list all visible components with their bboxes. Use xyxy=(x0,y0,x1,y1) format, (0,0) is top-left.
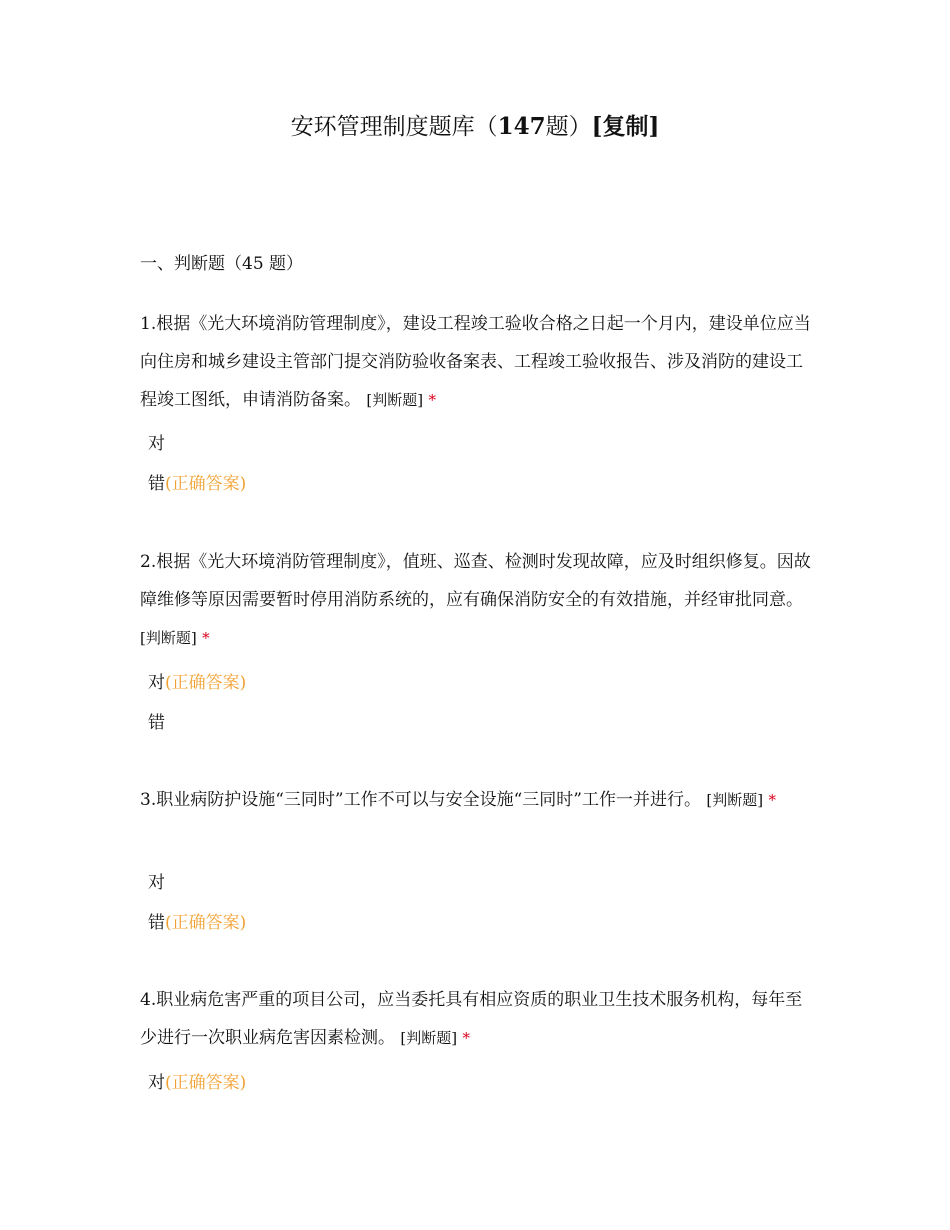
question-type-tag: [判断题] xyxy=(366,391,424,409)
required-mark: * xyxy=(202,629,210,647)
question-2 xyxy=(140,543,815,657)
question-text: 2.根据《光大环境消防管理制度》，值班、巡查、检测时发现故障，应及时组织修复。因故障维修等原因需要暂时停用消防系统的，应有确保消防安全的有效措施，并经审批同意。 xyxy=(140,552,811,610)
required-mark: * xyxy=(462,1029,471,1047)
question-1 xyxy=(140,305,815,419)
title-count: 147 xyxy=(497,113,546,140)
section-heading: 一、判断题（45 题） xyxy=(140,254,304,274)
question-3 xyxy=(140,781,815,819)
correct-answer-label: (正确答案) xyxy=(165,913,247,933)
correct-answer-label: (正确答案) xyxy=(165,474,247,494)
question-text: 4.职业病危害严重的项目公司，应当委托具有相应资质的职业卫生技术服务机构，每年至少进行一次职业病危害因素检测。 xyxy=(140,990,803,1048)
required-mark: * xyxy=(428,391,437,409)
correct-answer-label: (正确答案) xyxy=(165,1073,247,1093)
question-4 xyxy=(140,981,815,1057)
question-type-tag: [判断题] xyxy=(140,629,197,647)
option-1-b[interactable]: 错(正确答案) xyxy=(148,474,247,494)
page-title: 安环管理制度题库（147题）[复制] xyxy=(290,113,660,140)
required-mark: * xyxy=(768,791,777,809)
question-type-tag: [判断题] xyxy=(400,1029,458,1047)
question-text: 3.职业病防护设施“三同时”工作不可以与安全设施“三同时”工作一并进行。 xyxy=(140,790,701,810)
option-2-b[interactable]: 错 xyxy=(148,713,165,733)
question-type-tag: [判断题] xyxy=(706,791,764,809)
question-text: 1.根据《光大环境消防管理制度》，建设工程竣工验收合格之日起一个月内，建设单位应当向住房和城乡建设主管部门提交消防验收备案表、工程竣工验收报告、涉及消防的建设工程竣工图纸，申请消防备案。 xyxy=(140,314,811,410)
option-3-a[interactable]: 对 xyxy=(148,873,165,893)
option-3-b[interactable]: 错(正确答案) xyxy=(148,913,247,933)
correct-answer-label: (正确答案) xyxy=(165,673,247,693)
option-2-a[interactable]: 对(正确答案) xyxy=(148,673,247,693)
copy-tag: [复制] xyxy=(591,113,660,140)
option-1-a[interactable]: 对 xyxy=(148,434,165,454)
option-4-a[interactable]: 对(正确答案) xyxy=(148,1073,247,1093)
